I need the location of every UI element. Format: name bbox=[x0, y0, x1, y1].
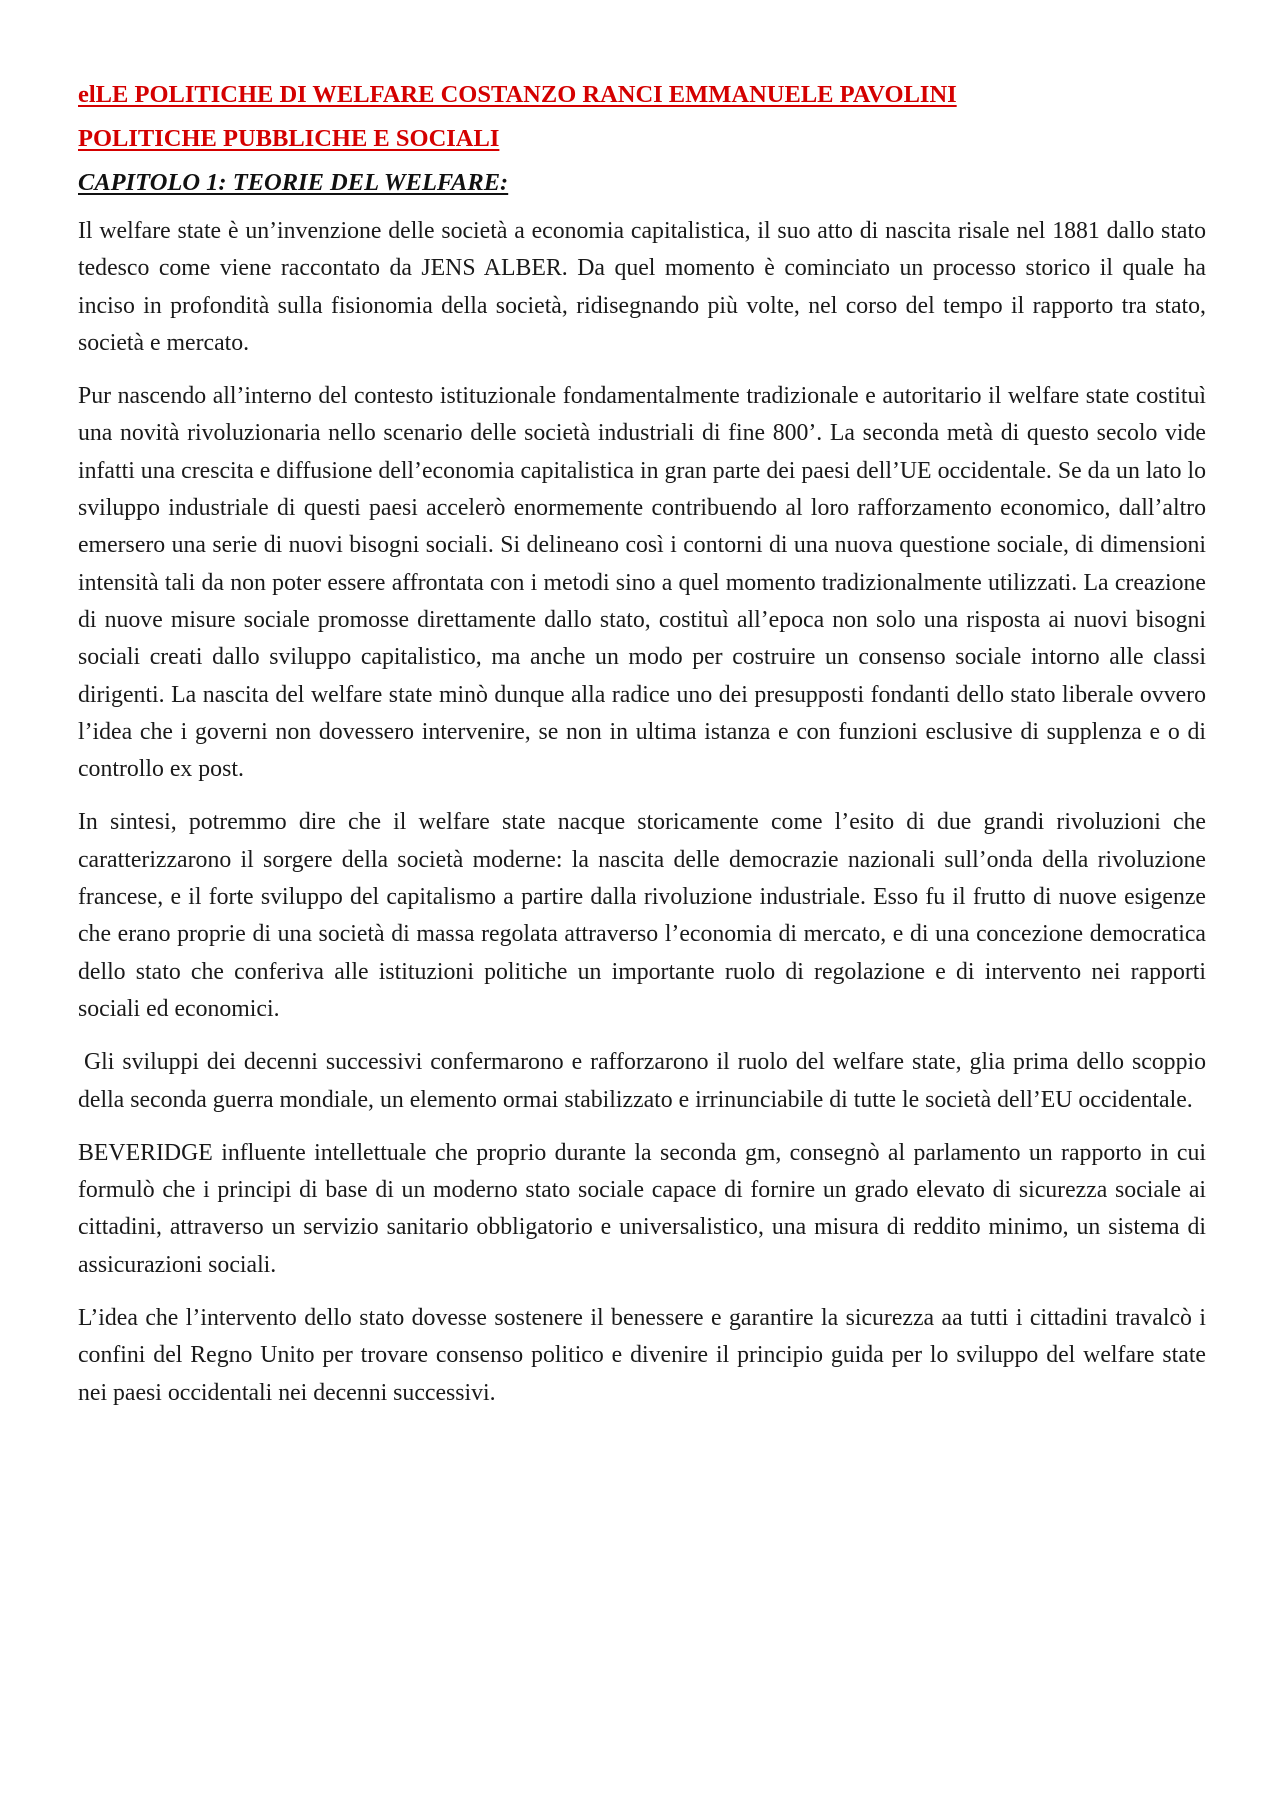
document-page bbox=[78, 78, 1206, 1428]
paragraph-1: Il welfare state è un’invenzione delle società a economia capitalistica, il suo atto di nascita risale nel 1881 dallo stato tedesco come viene raccontato da JENS ALBER. Da quel momento è cominciato un processo storico il quale ha inciso in profondità sulla fisionomia della società, ridisegnando più volte, nel corso del tempo il rapporto tra stato, società e mercato. bbox=[78, 218, 1206, 356]
paragraph-3: In sintesi, potremmo dire che il welfare state nacque storicamente come l’esito di due grandi rivoluzioni che caratterizzarono il sorgere della società moderne: la nascita delle democrazie nazionali sull’onda della rivoluzione francese, e il forte sviluppo del capitalismo a partire dalla rivoluzione industriale. Esso fu il frutto di nuove esigenze che erano proprie di una società di massa regolata attraverso l’economia di mercato, e di una concezione democratica dello stato che conferiva alle istituzioni politiche un importante ruolo di regolazione e di intervento nei rapporti sociali ed economici. bbox=[78, 809, 1206, 1022]
paragraph-6: L’idea che l’intervento dello stato dovesse sostenere il benessere e garantire la sicurezza aa tutti i cittadini travalcò i confini del Regno Unito per trovare consenso politico e divenire il principio guida per lo sviluppo del welfare state nei paesi occidentali nei decenni successivi. bbox=[78, 1305, 1206, 1406]
paragraph-5: BEVERIDGE influente intellettuale che proprio durante la seconda gm, consegnò al parlamento un rapporto in cui formulò che i principi di base di un moderno stato sociale capace di fornire un grado elevato di sicurezza sociale ai cittadini, attraverso un servizio sanitario obbligatorio e universalistico, una misura di reddito minimo, un sistema di assicurazioni sociali. bbox=[78, 1139, 1206, 1278]
document-title-line-2: POLITICHE PUBBLICHE E SOCIALI bbox=[78, 125, 500, 152]
paragraph-4: Gli sviluppi dei decenni successivi confermarono e rafforzarono il ruolo del welfare state, glia prima dello scoppio della seconda guerra mondiale, un elemento ormai stabilizzato e irrinunciabile di tutte le società dell’EU occidentale. bbox=[78, 1049, 1206, 1113]
chapter-heading: CAPITOLO 1: TEORIE DEL WELFARE: bbox=[78, 169, 509, 196]
document-title-line-1: elLE POLITICHE DI WELFARE COSTANZO RANCI EMMANUELE PAVOLINI bbox=[78, 81, 957, 108]
paragraph-2: Pur nascendo all’interno del contesto istituzionale fondamentalmente tradizionale e autoritario il welfare state costituì una novità rivoluzionaria nello scenario delle società industriali di fine 800’. La seconda metà di questo secolo vide infatti una crescita e diffusione dell’economia capitalistica in gran parte dei paesi dell’UE occidentale. Se da un lato lo sviluppo industriale di questi paesi accelerò enormemente contribuendo al loro rafforzamento economico, dall’altro emersero una serie di nuovi bisogni sociali. Si delineano così i contorni di una nuova questione sociale, di dimensioni intensità tali da non poter essere affrontata con i metodi sino a quel momento tradizionalmente utilizzati. La creazione di nuove misure sociale promosse direttamente dallo stato, costituì all’epoca non solo una risposta ai nuovi bisogni sociali creati dallo sviluppo capitalistico, ma anche un modo per costruire un consenso sociale intorno alle classi dirigenti. La nascita del welfare state minò dunque alla radice uno dei presupposti fondanti dello stato liberale ovvero l’idea che i governi non dovessero intervenire, se non in ultima istanza e con funzioni esclusive di supplenza e o di controllo ex post. bbox=[78, 383, 1206, 783]
